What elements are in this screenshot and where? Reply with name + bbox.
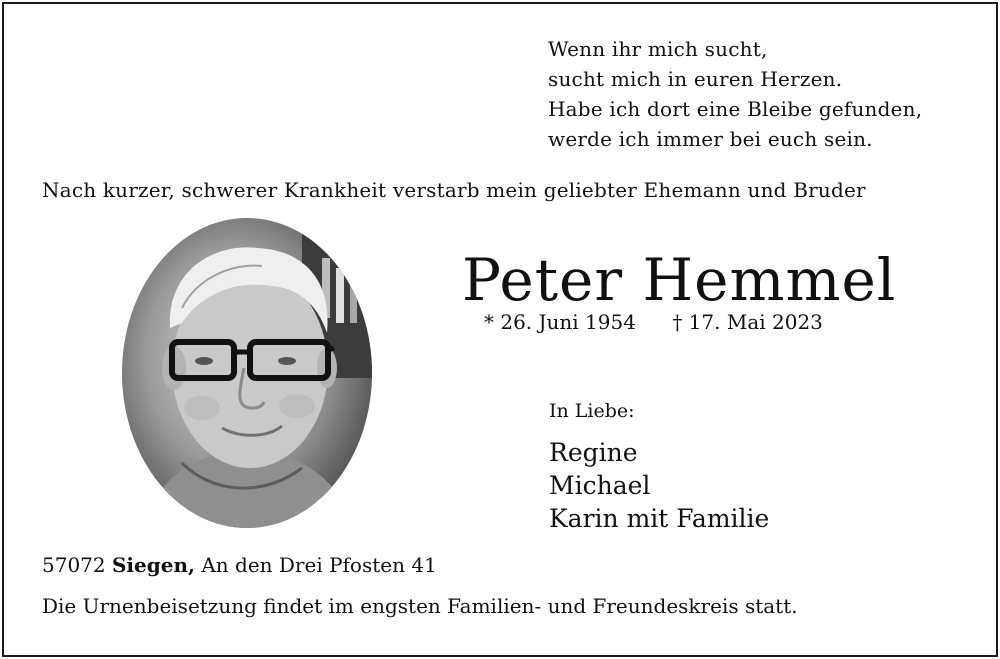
mourners-label: In Liebe: bbox=[549, 400, 635, 422]
portrait-photo bbox=[122, 218, 372, 528]
birth-date: * 26. Juni 1954 bbox=[484, 310, 636, 334]
mourner-name: Regine bbox=[549, 438, 638, 467]
poem-line: sucht mich in euren Herzen. bbox=[548, 67, 843, 91]
street: An den Drei Pfosten 41 bbox=[201, 553, 437, 577]
deceased-name: Peter Hemmel bbox=[462, 246, 897, 314]
poem-line: werde ich immer bei euch sein. bbox=[548, 127, 873, 151]
burial-note: Die Urnenbeisetzung findet im engsten Familien- und Freundeskreis statt. bbox=[42, 594, 798, 618]
poem-line: Wenn ihr mich sucht, bbox=[548, 37, 768, 61]
death-date: † 17. Mai 2023 bbox=[672, 310, 823, 334]
mourner-name: Michael bbox=[549, 471, 651, 500]
postal-code: 57072 bbox=[42, 553, 106, 577]
poem-line: Habe ich dort eine Bleibe gefunden, bbox=[548, 97, 923, 121]
poem bbox=[548, 34, 922, 154]
address bbox=[42, 553, 437, 577]
life-dates bbox=[484, 310, 823, 334]
mourner-name: Karin mit Familie bbox=[549, 504, 770, 533]
mourners-list bbox=[549, 436, 769, 535]
intro-text: Nach kurzer, schwerer Krankheit verstarb mein geliebter Ehemann und Bruder bbox=[42, 178, 866, 202]
city: Siegen, bbox=[111, 553, 195, 577]
